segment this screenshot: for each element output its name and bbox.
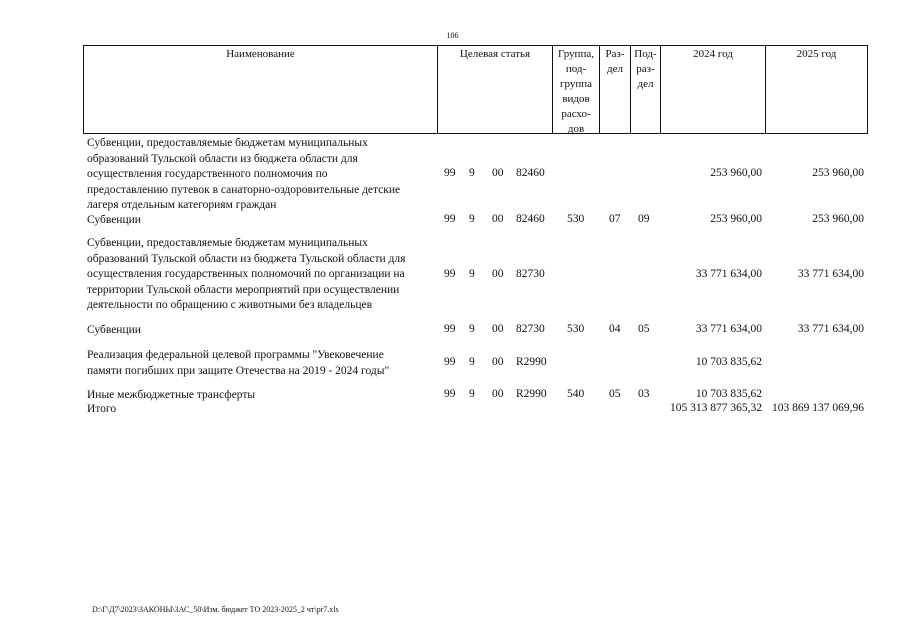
header-subsection-line: раз- [636, 63, 655, 75]
header-section-line: дел [607, 63, 623, 75]
cell-code-2: 9 [469, 268, 475, 280]
cell-code-4: R2990 [516, 388, 547, 400]
header-subsection-line: дел [637, 78, 654, 90]
cell-code-3: 00 [492, 323, 504, 335]
cell-code-3: 00 [492, 388, 504, 400]
cell-2025: 103 869 137 069,96 [772, 402, 864, 414]
header-group-line: расхо- [561, 108, 591, 120]
budget-table [83, 45, 868, 415]
cell-code-2: 9 [469, 323, 475, 335]
cell-2024: 33 771 634,00 [695, 268, 762, 280]
row-name [87, 323, 437, 339]
header-group-line: под- [565, 63, 587, 75]
cell-2024: 253 960,00 [710, 167, 762, 179]
header-group-line: видов [562, 93, 590, 105]
cell-group: 530 [567, 323, 585, 335]
header-year-2024: 2024 год [660, 46, 765, 133]
cell-subsection: 05 [638, 323, 650, 335]
cell-subsection: 03 [638, 388, 650, 400]
row-name [87, 136, 437, 214]
cell-code-3: 00 [492, 213, 504, 225]
header-group-line: группа [559, 78, 593, 90]
cell-2025: 253 960,00 [812, 213, 864, 225]
cell-code-2: 9 [469, 213, 475, 225]
cell-2025: 33 771 634,00 [797, 323, 864, 335]
cell-section: 07 [609, 213, 621, 225]
cell-section: 05 [609, 388, 621, 400]
row-name-line: образований Тульской области из бюджета области для [87, 152, 358, 165]
row-name-line: Иные межбюджетные трансферты [87, 389, 256, 401]
row-name-line: памяти погибших при защите Отечества на 2019 - 2024 годы" [87, 364, 390, 377]
cell-code-2: 9 [469, 167, 475, 179]
cell-code-4: 82730 [516, 268, 545, 280]
cell-2025: 253 960,00 [812, 167, 864, 179]
row-name [87, 213, 437, 229]
cell-code-4: 82460 [516, 167, 545, 179]
cell-code-2: 9 [469, 388, 475, 400]
cell-code-1: 99 [444, 388, 456, 400]
cell-code-4: 82730 [516, 323, 545, 335]
cell-code-3: 00 [492, 356, 504, 368]
cell-group: 530 [567, 213, 585, 225]
cell-subsection: 09 [638, 213, 650, 225]
cell-section: 04 [609, 323, 621, 335]
header-name: Наименование [226, 48, 295, 60]
row-name [87, 236, 437, 314]
row-name-line: образований Тульской области из бюджета Тульской области для [87, 252, 406, 265]
header-group-line: дов [567, 123, 585, 135]
row-name [87, 348, 437, 379]
page-number: 106 [446, 31, 459, 40]
cell-code-1: 99 [444, 323, 456, 335]
row-name-line: осуществления государственных полномочий по организации на [87, 268, 405, 280]
row-name-line: осуществления государственного полномочия по [87, 168, 328, 180]
row-name [87, 402, 437, 418]
row-name-line: Субвенции [87, 324, 141, 336]
table-header [83, 45, 868, 134]
cell-group: 540 [567, 388, 585, 400]
row-name-line: Итого [87, 403, 117, 415]
cell-code-1: 99 [444, 356, 456, 368]
header-subsection [630, 46, 660, 133]
header-section-line: Раз- [605, 48, 625, 60]
row-name-line: предоставлению путевок в санаторно-оздоровительные детские [87, 183, 401, 196]
row-name-line: Реализация федеральной целевой программы "Увековечение [87, 349, 384, 361]
cell-2024: 105 313 877 365,32 [670, 402, 762, 414]
header-subsection-line: Под- [634, 48, 657, 60]
row-name-line: деятельности по обращению с животными без владельцев [87, 299, 373, 311]
row-name-line: Субвенции, предоставляемые бюджетам муниципальных [87, 237, 368, 249]
cell-code-3: 00 [492, 268, 504, 280]
row-name-line: территории Тульской области мероприятий при осуществлении [87, 283, 400, 296]
cell-2025: 33 771 634,00 [797, 268, 864, 280]
row-name-line: Субвенции [87, 214, 141, 226]
cell-code-3: 00 [492, 167, 504, 179]
row-name-line: лагеря отдельным категориям граждан [87, 199, 277, 211]
header-group-line: Группа, [558, 48, 594, 60]
cell-2024: 33 771 634,00 [695, 323, 762, 335]
cell-code-4: 82460 [516, 213, 545, 225]
cell-code-4: R2990 [516, 356, 547, 368]
cell-code-1: 99 [444, 167, 456, 179]
cell-2024: 10 703 835,62 [695, 356, 762, 368]
cell-code-2: 9 [469, 356, 475, 368]
header-group [552, 46, 599, 133]
cell-code-1: 99 [444, 268, 456, 280]
cell-2024: 10 703 835,62 [695, 388, 762, 400]
cell-code-1: 99 [444, 213, 456, 225]
header-target: Целевая статья [437, 46, 552, 133]
row-name-line: Субвенции, предоставляемые бюджетам муниципальных [87, 137, 368, 149]
header-year-2025: 2025 год [765, 46, 867, 133]
header-section [599, 46, 630, 133]
cell-2024: 253 960,00 [710, 213, 762, 225]
file-path-footer: D:\Г\Д7\2023\ЗАКОНЫ\ЗАС_50\Изм. бюджет ТО 2023-2025_2 чт\pr7.xls [92, 605, 339, 614]
